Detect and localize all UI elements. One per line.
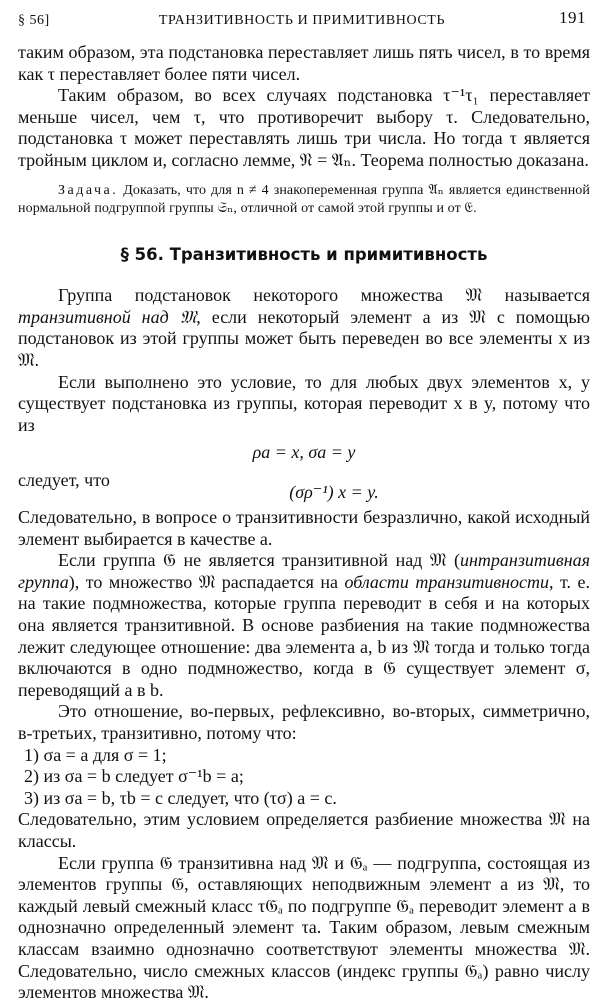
exercise-text: Доказать, что для n ≠ 4 знакопеременная группа 𝔄ₙ является единственной нормальной подгруппой группы 𝔖ₙ, отличной от самой этой группы и от 𝔈. — [18, 182, 591, 216]
exercise — [18, 182, 590, 218]
definition-term: транзитивной над 𝔐 — [18, 306, 197, 327]
formula-rho-sigma: ρa = x, σa = y — [252, 442, 356, 463]
exercise-label: Задача. — [58, 182, 119, 198]
section-heading: § 56. Транзитивность и примитивность — [120, 244, 488, 264]
paragraph-proof-end: Таким образом, во всех случаях подстановка τ⁻¹τ₁ переставляет меньше чисел, чем τ, что противоречит выбору τ. Следовательно, подстановка τ может переставлять лишь три числа. Но тогда τ является тройным циклом и, согласно лемме, 𝔑 = 𝔄ₙ. Теорема полностью доказана. — [18, 85, 590, 170]
term-intransitive-group: интранзитивная группа — [18, 550, 590, 592]
definition-text-before: Группа подстановок некоторого множества 𝔐 называется — [58, 285, 590, 306]
paragraph-partition: Следовательно, этим условием определяется разбиение множества 𝔐 на классы. — [18, 809, 590, 851]
header-section-ref: § 56] — [18, 13, 50, 28]
paragraph-continued: таким образом, эта подстановка переставляет лишь пять чисел, в то время как τ переставляет более пяти чисел. — [18, 42, 590, 84]
paragraph-relation-properties: Это отношение, во-первых, рефлексивно, во-вторых, симметрично, в-третьих, транзитивно, потому что: — [18, 701, 590, 744]
list-item-reflexive: 1) σa = a для σ = 1; — [24, 744, 167, 765]
intransitive-text-b: ), то множество 𝔐 распадается на — [68, 571, 345, 592]
definition-text-after: , если некоторый элемент a из 𝔐 с помощью подстановок из этой группы может быть переведен во все элементы x из 𝔐. — [18, 306, 590, 370]
intransitive-text-a: Если группа 𝔊 не является транзитивной над 𝔐 ( — [58, 550, 460, 571]
formula-composition: (σρ⁻¹) x = y. — [289, 481, 379, 502]
paragraph-condition: Если выполнено это условие, то для любых двух элементов x, y существует подстановка из группы, которая переводит x в y, потому что из — [18, 371, 590, 435]
paragraph-intransitive — [18, 550, 590, 701]
running-header — [18, 8, 586, 30]
list-item-transitive: 3) из σa = b, τb = c следует, что (τσ) a = c. — [24, 787, 337, 808]
header-running-title: ТРАНЗИТИВНОСТЬ И ПРИМИТИВНОСТЬ — [158, 13, 446, 28]
list-item-symmetric: 2) из σa = b следует σ⁻¹b = a; — [24, 766, 244, 787]
paragraph-definition — [18, 285, 590, 371]
intransitive-text-c: , т. е. на такие подмножества, которые группа переводит в себя и на которых она является транзитивной. В основе разбиения на такие подмножества лежит следующее отношение: два элемента a, b из 𝔐 тогда и только тогда включаются в одно подмножество, когда в 𝔊 существует элемент σ, переводящий a в b. — [18, 571, 590, 700]
page-number: 191 — [559, 8, 586, 27]
paragraph-consequence: Следовательно, в вопросе о транзитивности безразлично, какой исходный элемент выбирается в качестве a. — [18, 507, 590, 549]
paragraph-cosets: Если группа 𝔊 транзитивна над 𝔐 и 𝔊ₐ — подгруппа, состоящая из элементов группы 𝔊, оставляющих неподвижным элемент a из 𝔐, то каждый левый смежный класс τ𝔊ₐ по подгруппе 𝔊ₐ переводит элемент a в однозначно определенный элемент τa. Таким образом, левым смежным классам взаимно однозначно соответствуют элементы множества 𝔐. Следовательно, число смежных классов (индекс группы 𝔊ₐ) равно числу элементов множества 𝔐. — [18, 852, 590, 1003]
paragraph-follows: следует, что — [18, 469, 110, 490]
term-transitivity-domains: области транзитивности — [344, 571, 550, 592]
page-body — [18, 42, 590, 1004]
